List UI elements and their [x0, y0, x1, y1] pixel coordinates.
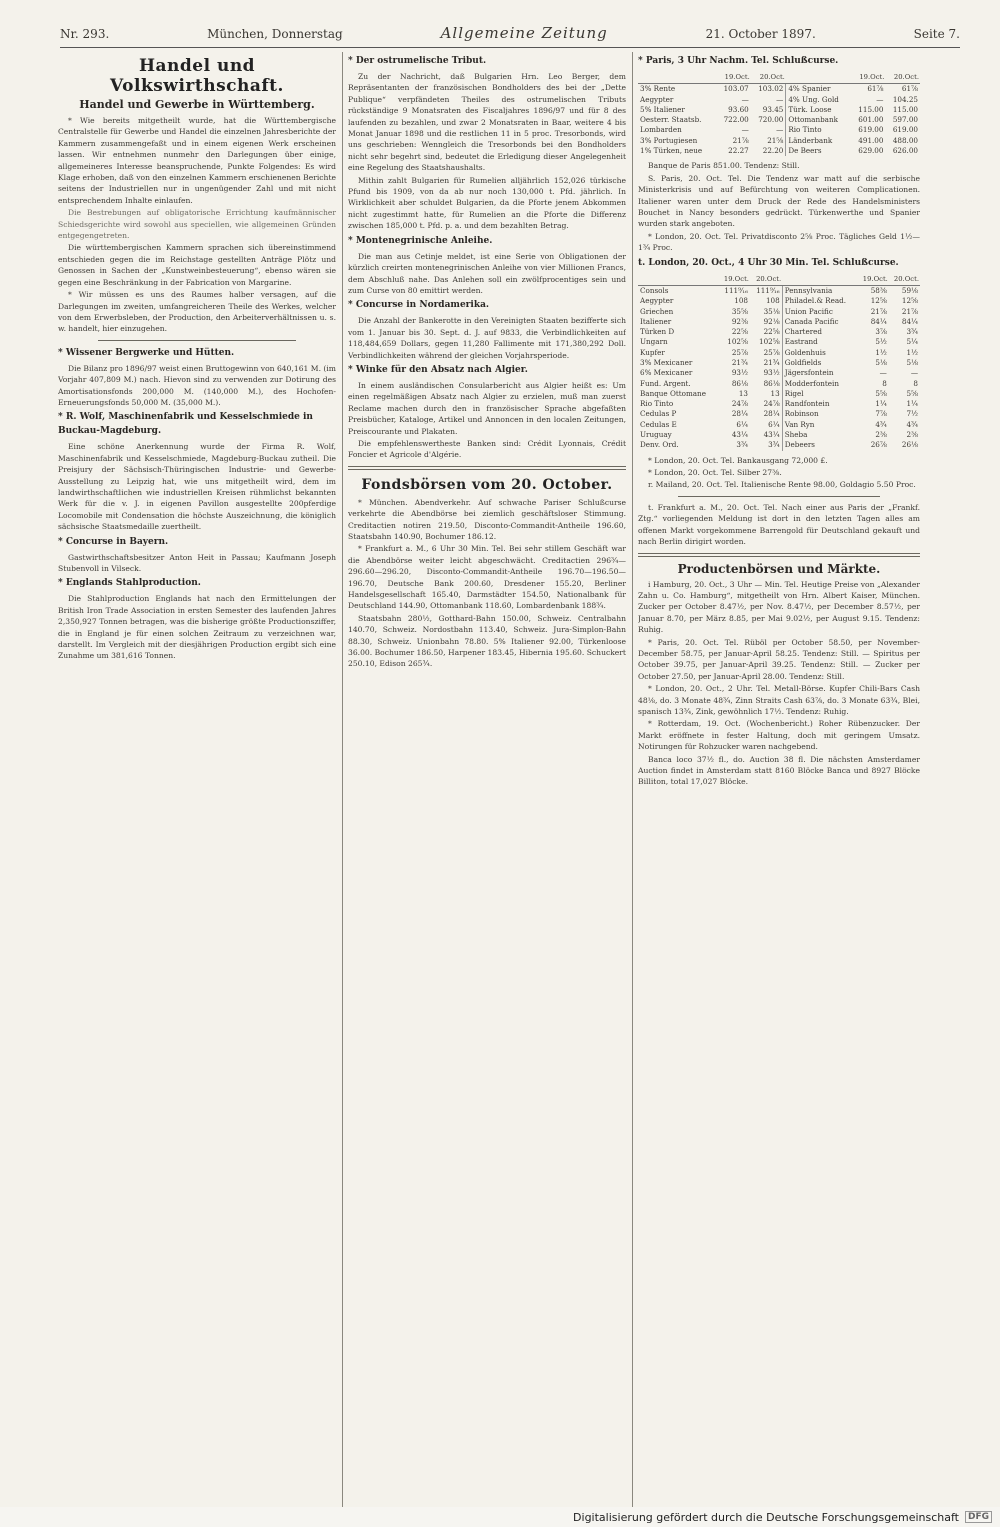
- article-paragraph: * Wie bereits mitgetheilt wurde, hat die Württembergische Centralstelle für Gewerbe und Handel die einzelnen Jahresberichte der Kammern zusammengefaßt und in einem eigenen Werk erscheinen lassen. Wir entnehmen nunmehr den Darlegungen über einige, allgemeineres Interesse beanspruchende, Punkte Folgendes: Es wird Klage erhoben, daß von den einzelnen Kammern erschienenen Berichte seitens der Industriellen nur in ungenügender Zahl und mit nicht entsprechendem Inhalte einlaufen.: [58, 116, 336, 205]
- table-cell: 3% Rente: [640, 84, 676, 94]
- article-title: * Paris, 3 Uhr Nachm. Tel. Schlußcurse.: [638, 56, 839, 66]
- section-title: Fondsbörsen vom 20. October.: [361, 476, 613, 493]
- table-cell: Cedulas P: [640, 409, 677, 419]
- article-paragraph: Zu der Nachricht, daß Bulgarien Hrn. Leo Berger, dem Repräsentanten der französischen Bondholders des bei der „Dette Publique“ verpfändeten Theiles des ostrumelischen Tributs rückständige 9 Monatsraten des Fiscaljahres 1896/97 und für 8 des laufenden zu bezahlen, und zwar 2 Monatsraten in Baar, weitere 4 bis Monat Januar 1898 und die restlichen 11 in 5 proc. Tresorbonds, wird uns geschrieben: Wenngleich die Tresorbonds bei den Bondholders nicht sehr begehrt sind, bedeutet die Erledigung dieser Angelegenheit eine Regelung des Staatshaushalts.: [348, 72, 626, 173]
- column-rule: [632, 52, 633, 1507]
- table-cell: 619.00: [858, 125, 884, 135]
- table-cell: 111⁹⁄₁₆: [750, 285, 782, 296]
- article-title: * Winke für den Absatz nach Algier.: [348, 364, 528, 375]
- table-cell: 5⅛: [906, 358, 918, 367]
- table-cell: —: [741, 125, 749, 135]
- table-row: [638, 379, 920, 389]
- place-day: München, Donnerstag: [207, 27, 343, 41]
- market-report: * München. Abendverkehr. Auf schwache Pariser Schlußcurse verkehrte die Abendbörse bei ziemlich geschäftsloser Stimmung. Creditactien notiren 219.50, Disconto-Commandit-Antheile 196.60, Staatsbahn 140.90, Bochumer 186.12.: [348, 497, 626, 541]
- table-cell: 43¼: [731, 430, 748, 440]
- table-cell: Modderfontein: [784, 378, 839, 388]
- table-cell: Italiener: [640, 316, 672, 326]
- section-divider: [348, 466, 626, 470]
- table-row: [638, 136, 920, 146]
- table-cell: Länderbank: [788, 135, 833, 145]
- table-cell: 12⅝: [901, 296, 918, 306]
- issue-date: 21. October 1897.: [705, 27, 816, 41]
- article-title: * Englands Stahlproduction.: [58, 578, 201, 589]
- table-header-row: [638, 273, 920, 286]
- table-cell: Banque Ottomane: [640, 388, 706, 398]
- table-cell: 86⅛: [731, 378, 748, 388]
- table-row: [638, 430, 920, 440]
- article-paragraph: Die Anzahl der Bankerotte in den Vereinigten Staaten bezifferte sich vom 1. Januar bis 30. Sept. d. J. auf 9833, die Verbindlichkeiten auf 118,484,659 Dollars, gegen 11,280 Fallimente mit 171,380,292 Doll. Verbindlichkeiten während der gleichen Vorjahrsperiode.: [348, 316, 626, 360]
- table-cell: 108: [750, 296, 782, 306]
- article-paragraph: Die Stahlproduction Englands hat nach den Ermittelungen der British Iron Trade Association in ersten Semester des laufenden Jahres 2,350,927 Tonnen betragen, was die bisherige größte Productionsziffer, die in England je für einen solchen Zeitraum zu verzeichnen war, darstellt. Im Vergleich mit der diesjährigen Production ergibt sich eine Zunahme um 381,616 Tonnen.: [58, 594, 336, 661]
- article-paragraph: Eine schöne Anerkennung wurde der Firma R. Wolf, Maschinenfabrik und Kesselschmiede, Magdeburg-Buckau zutheil. Die Preisjury der Sächsisch-Thüringischen Industrie- und Gewerbe-Ausstellung zu Leipzig hat, wie uns mitgetheilt wird, dem im landwirthschaftlichen wie industriellen Kreisen rühmlichst bekannten Werk für die v. J. in eigenen Pavillon ausgestellte 200pferdige Locomobile mit Condensation die höchste Auszeichnung, die königlich sächsische Staatsmedaille zuertheilt.: [58, 442, 336, 532]
- table-row: [638, 125, 920, 135]
- table-cell: 1¼: [906, 399, 918, 409]
- table-row: [638, 420, 920, 430]
- table-cell: 5⅝: [906, 388, 918, 398]
- table-row: [638, 337, 920, 347]
- column-header: 19.Oct.: [851, 71, 886, 84]
- table-cell: 4% Spanier: [788, 84, 831, 94]
- table-cell: Consols: [640, 285, 669, 295]
- table-cell: —: [876, 94, 884, 104]
- market-report: * Frankfurt a. M., 6 Uhr 30 Min. Tel. Bei sehr stillem Geschäft war die Abendbörse weiter leicht abgeschwächt. Creditactien 296¾—296.60—296.20, Disconto-Commandit-Antheile 196.70—196.50—196.70, Deutsche Bank 200.60, Dresdener 155.20, Berliner Handelsgesellschaft 165.40, Darmstädter 154.50, Nationalbank für Deutschland 144.90, Ottomanbank 118.60, Lombardenbank 188¾.: [348, 544, 626, 611]
- market-report: i Hamburg, 20. Oct., 3 Uhr — Min. Tel. Heutige Preise von „Alexander Zahn u. Co. Hamburg“, mitgetheilt von Hrn. Albert Kaiser, München. Zucker per October 8.47½, per Nov. 8.47½, per December 8.57½, per Januar 8.70, per März 8.85, per Mai 9.02½, per August 9.15. Tendenz: Ruhig.: [638, 579, 920, 635]
- table-row: [638, 389, 920, 399]
- table-cell: 102⅝: [750, 337, 782, 347]
- table-cell: 21⅝: [751, 136, 786, 146]
- market-note: * London, 20. Oct. Tel. Bankausgang 72,000 £.: [648, 455, 828, 465]
- table-cell: 103.07: [723, 84, 749, 94]
- column-header: [786, 71, 851, 84]
- table-cell: 3¾: [750, 440, 782, 450]
- table-cell: 1½: [875, 347, 887, 357]
- table-cell: 103.02: [751, 84, 786, 95]
- table-cell: 4¾: [875, 419, 887, 429]
- table-cell: 629.00: [858, 146, 884, 156]
- market-report: Banca loco 37½ fl., do. Auction 38 fl. Die nächsten Amsterdamer Auction findet in Amsterdam statt 8160 Blöcke Banca und 8927 Blöcke Billiton, total 17,027 Blöcke.: [638, 754, 920, 787]
- table-cell: Jägersfontein: [784, 368, 834, 378]
- table-cell: 597.00: [892, 115, 918, 125]
- market-report: S. Paris, 20. Oct. Tel. Die Tendenz war matt auf die serbische Ministerkrisis und auf Befürchtung von weiteren Complicationen. Italiener waren unter dem Druck der Rede des Handelsministers Bouchet in Nancy besonders gedrückt. Türkenwerthe und Spanier wurden stark angeboten.: [638, 173, 920, 229]
- article-title: * Montenegrinische Anleihe.: [348, 235, 493, 246]
- page-header: [60, 24, 960, 46]
- table-cell: 26⅞: [870, 440, 887, 450]
- table-row: [638, 348, 920, 358]
- table-cell: —: [910, 368, 918, 378]
- article-paragraph: Die Bilanz pro 1896/97 weist einen Bruttogewinn von 640,161 M. (im Vorjahr 407,809 M.) nach. Hievon sind zu verwenden zur Dotirung des Amortisationsfonds 200,000 M. (140,000 M.), des Hochofen-Erneuerungsfonds 50,000 M. (35,000 M.).: [58, 363, 336, 407]
- column-header: [782, 273, 858, 286]
- table-cell: 84¼: [870, 316, 887, 326]
- table-cell: 5% Italiener: [640, 104, 685, 114]
- table-cell: —: [751, 95, 786, 105]
- issue-number: Nr. 293.: [60, 27, 110, 41]
- table-cell: Ungarn: [640, 337, 668, 347]
- article-paragraph: In einem ausländischen Consularbericht aus Algier heißt es: Um einen regelmäßigen Absatz nach Algier zu erzielen, muß man zuerst Reclame machen durch den in französischer Sprache abgefaßten Preisbücher, Kataloge, Artikel und Annoncen in den localen Zeitungen, Preiscourante und Plakaten.: [348, 380, 626, 436]
- table-cell: 5⅝: [875, 388, 887, 398]
- dfg-logo: DFG: [965, 1511, 992, 1523]
- table-cell: 58⅜: [870, 285, 887, 295]
- table-cell: 488.00: [892, 135, 918, 145]
- table-cell: 5⅛: [875, 358, 887, 367]
- table-cell: Türken D: [640, 327, 675, 337]
- market-report: t. Frankfurt a. M., 20. Oct. Tel. Nach einer aus Paris der „Frankf. Ztg.“ vorliegenden Meldung ist dort in den letzten Tagen alles am offenen Markt vorgekommene Barrengold für Deutschland gekauft und nach Berlin dirigirt worden.: [638, 502, 920, 547]
- table-row: [638, 327, 920, 337]
- table-row: [638, 146, 920, 156]
- market-report: * London, 20. Oct. Tel. Privatdisconto 2⅝ Proc. Tägliches Geld 1½—1¾ Proc.: [638, 231, 920, 253]
- table-row: [638, 115, 920, 125]
- table-cell: 28¼: [750, 409, 782, 419]
- table-cell: 108: [734, 296, 748, 306]
- table-cell: Rigel: [784, 388, 804, 398]
- table-cell: 84¼: [901, 316, 918, 326]
- table-row: [638, 399, 920, 409]
- london-quotes-table: [638, 273, 920, 451]
- table-cell: Aegypter: [640, 94, 674, 104]
- table-row: [638, 285, 920, 296]
- market-note: * London, 20. Oct. Tel. Silber 27⅜.: [648, 468, 782, 478]
- table-cell: 115.00: [892, 104, 918, 114]
- footer-text: Digitalisierung gefördert durch die Deutsche Forschungsgemeinschaft: [573, 1510, 959, 1524]
- article-title: * Der ostrumelische Tribut.: [348, 56, 487, 66]
- table-cell: 8: [882, 378, 887, 388]
- column-header: [638, 273, 718, 286]
- article-title: * Concurse in Nordamerika.: [348, 300, 490, 311]
- table-cell: 104.25: [892, 94, 918, 104]
- table-cell: 35⅛: [750, 307, 782, 317]
- table-cell: Goldenhuis: [784, 347, 826, 357]
- column-header: 19.Oct.: [858, 273, 889, 286]
- table-cell: —: [751, 125, 786, 135]
- table-cell: 102⅝: [727, 337, 748, 347]
- article-title: * R. Wolf, Maschinenfabrik und Kesselschmiede in Buckau-Magdeburg.: [58, 412, 313, 437]
- market-note: r. Mailand, 20. Oct. Tel. Italienische Rente 98.00, Goldagio 5.50 Proc.: [648, 480, 916, 490]
- table-cell: Union Pacific: [784, 306, 833, 316]
- table-cell: 24⅞: [750, 399, 782, 409]
- table-cell: 13: [750, 389, 782, 399]
- table-cell: 5½: [875, 337, 887, 347]
- table-cell: 491.00: [858, 135, 884, 145]
- table-cell: 6¼: [736, 419, 748, 429]
- table-cell: 1% Türken, neue: [640, 146, 703, 156]
- article-paragraph: Mithin zahlt Bulgarien für Rumelien alljährlich 152,026 türkische Pfund bis 1909, von da ab nur noch 130,000 t. Pfd. jährlich. In Wirklichkeit aber schuldet Bulgarien, da die Pforte jenem Abkommen nicht zugestimmt hatte, für Rumelien an die Pforte die Differenz zwischen 185,000 t. Pfd. p. a. und dem bezahlten Betrag.: [348, 175, 626, 231]
- table-cell: Aegypter: [640, 296, 674, 306]
- table-cell: 21⅞: [732, 135, 749, 145]
- article-paragraph: Die Bestrebungen auf obligatorische Errichtung kaufmännischer Schiedsgerichte wird sowohl aus speciellen, wie allgemeinen Gründen entgegengetreten.: [58, 208, 336, 241]
- table-cell: 619.00: [892, 125, 918, 135]
- table-row: [638, 296, 920, 306]
- table-cell: 61⅞: [867, 84, 884, 94]
- table-cell: Griechen: [640, 306, 674, 316]
- table-cell: Robinson: [784, 409, 819, 419]
- column-header: 19.Oct.: [718, 273, 750, 286]
- column-rule: [342, 52, 343, 1507]
- table-row: [638, 317, 920, 327]
- table-cell: 93.45: [751, 105, 786, 115]
- table-cell: 93.60: [728, 104, 749, 114]
- market-report: * Paris, 20. Oct. Tel. Rüböl per October 58.50, per November-December 58.75, per Januar-April 58.25. Tendenz: Still. — Spiritus per October 39.75, per Januar-April 39.25. Tendenz: Still. — Zucker per October 27.50, per Januar-April 28.00. Tendenz: Still.: [638, 637, 920, 681]
- section-title: Productenbörsen und Märkte.: [677, 561, 881, 576]
- table-row: [638, 358, 920, 368]
- table-cell: 25⅞: [731, 347, 748, 357]
- column-1: [58, 52, 336, 1507]
- column-header: 20.Oct.: [751, 71, 786, 84]
- column-header: 20.Oct.: [889, 273, 920, 286]
- table-cell: 720.00: [751, 115, 786, 125]
- article-paragraph: Gastwirthschaftsbesitzer Anton Heit in Passau; Kaufmann Joseph Stubenvoll in Vilseck.: [58, 552, 336, 573]
- table-cell: 26⅛: [901, 440, 918, 450]
- page-number: Seite 7.: [913, 27, 960, 41]
- table-row: [638, 440, 920, 450]
- table-cell: 3⅞: [875, 327, 887, 337]
- table-cell: 93½: [750, 368, 782, 378]
- article-paragraph: * Wir müssen es uns des Raumes halber versagen, auf die Darlegungen im zweiten, umfangreicheren Theile des Werkes, welcher von dem Erwerbsleben, der Production, den Arbeiterverhältnissen u. s. w. handelt, hier einzugehen.: [58, 290, 336, 334]
- article-title: t. London, 20. Oct., 4 Uhr 30 Min. Tel. Schlußcurse.: [638, 257, 899, 268]
- table-cell: Kupfer: [640, 347, 665, 357]
- table-cell: Lombarden: [640, 125, 682, 135]
- section-divider: [638, 553, 920, 557]
- article-title: * Wissener Bergwerke und Hütten.: [58, 347, 235, 358]
- table-cell: 59⅛: [901, 285, 918, 295]
- table-cell: 4¾: [906, 419, 918, 429]
- divider: [678, 496, 880, 497]
- table-cell: 7⅞: [875, 409, 887, 419]
- table-cell: Philadel.& Read.: [784, 296, 847, 306]
- table-cell: Ottomanbank: [788, 115, 838, 125]
- table-cell: 722.00: [723, 115, 749, 125]
- digitization-footer: [0, 1507, 1000, 1527]
- divider: [98, 340, 296, 341]
- column-2: [348, 52, 626, 1507]
- table-cell: 93½: [731, 368, 748, 378]
- table-cell: 92⅛: [750, 317, 782, 327]
- table-cell: Van Ryn: [784, 419, 815, 429]
- table-cell: 2⅜: [906, 430, 918, 440]
- market-note: Banque de Paris 851.00. Tendenz: Still.: [648, 161, 800, 171]
- table-cell: 2⅜: [875, 430, 887, 440]
- table-header-row: [638, 71, 920, 84]
- table-cell: Pennsylvania: [784, 285, 833, 295]
- article-paragraph: Die man aus Cetinje meldet, ist eine Serie von Obligationen der kürzlich creirten montenegrinischen Anleihe von vier Millionen Francs, dem Abschluß nahe. Das Anlehen soll ein zwölfprocentiges sein und zum Curse von 80 emittirt werden.: [348, 251, 626, 295]
- table-cell: 4% Ung. Gold: [788, 94, 839, 104]
- table-cell: Debeers: [784, 440, 815, 450]
- table-cell: Türk. Loose: [788, 104, 832, 114]
- table-cell: 24⅞: [731, 399, 748, 409]
- header-rule: [60, 47, 960, 48]
- table-cell: 92⅜: [731, 316, 748, 326]
- table-cell: 22⅝: [750, 327, 782, 337]
- table-cell: De Beers: [788, 146, 822, 156]
- table-cell: 115.00: [858, 104, 884, 114]
- article-title: Handel und Gewerbe in Württemberg.: [79, 98, 315, 111]
- table-cell: 21⅞: [901, 306, 918, 316]
- table-cell: 21¾: [731, 358, 748, 367]
- table-cell: 6¼: [750, 420, 782, 430]
- market-report: * London, 20. Oct., 2 Uhr. Tel. Metall-Börse. Kupfer Chili-Bars Cash 48⅛, do. 3 Monate 48¾, Zinn Straits Cash 63⅞, do. 3 Monate 63¾, Blei, spanisch 13¾, Zink, gewöhnlich 17½. Tendenz: Ruhig.: [638, 684, 920, 716]
- table-row: [638, 95, 920, 105]
- column-header: 20.Oct.: [750, 273, 782, 286]
- table-row: [638, 307, 920, 317]
- table-cell: 5¼: [906, 337, 918, 347]
- table-cell: 1½: [906, 347, 918, 357]
- table-cell: 3% Mexicaner: [640, 358, 693, 367]
- table-cell: Uruguay: [640, 430, 672, 440]
- column-header: 19.Oct.: [716, 71, 751, 84]
- table-row: [638, 409, 920, 419]
- table-cell: —: [741, 94, 749, 104]
- table-row: [638, 105, 920, 115]
- article-paragraph: Die württembergischen Kammern sprachen sich übereinstimmend entschieden gegen die im Reichstage gestellten Anträge Plötz und Genossen in Sachen der „Kunstweinbesteuerung“, ebenso wären sie gegen eine Beschränkung in der Fabrication von Margarine.: [58, 243, 336, 287]
- column-3: [638, 52, 920, 1507]
- table-cell: 22.20: [751, 146, 786, 156]
- table-cell: 601.00: [858, 115, 884, 125]
- table-cell: 25⅞: [750, 348, 782, 358]
- table-cell: 61⅞: [901, 84, 918, 94]
- table-cell: Eastrand: [784, 337, 818, 347]
- table-cell: Cedulas E: [640, 419, 677, 429]
- table-cell: 22.27: [728, 146, 749, 156]
- table-cell: 7½: [906, 409, 918, 419]
- table-cell: Fund. Argent.: [640, 378, 691, 388]
- table-cell: Oesterr. Staatsb.: [640, 115, 702, 125]
- market-report: * Rotterdam, 19. Oct. (Wochenbericht.) Roher Rübenzucker. Der Markt eröffnete in fester Haltung, doch mit geringem Umsatz. Notirungen für Rohzucker waren nachgebend.: [638, 719, 920, 752]
- table-cell: 13: [738, 388, 748, 398]
- table-cell: 626.00: [892, 146, 918, 156]
- table-cell: 3% Portugiesen: [640, 135, 698, 145]
- table-cell: 86⅛: [750, 379, 782, 389]
- article-title: * Concurse in Bayern.: [58, 536, 169, 547]
- market-report: Staatsbahn 280½, Gotthard-Bahn 150.00, Schweiz. Centralbahn 140.70, Schweiz. Nordostbahn 113.40, Schweiz. Jura-Simplon-Bahn 88.30, Schweiz. Unionbahn 78.80. 5% Italiener 92.00, Türkenloose 36.00. Bochumer 186.50, Harpener 183.45, Hibernia 195.60. Schuckert 250.10, Edison 265¾.: [348, 613, 626, 669]
- table-cell: 111⁹⁄₁₆: [724, 285, 748, 295]
- table-cell: 6% Mexicaner: [640, 368, 693, 378]
- table-cell: 43¼: [750, 430, 782, 440]
- table-cell: 21¾: [750, 358, 782, 368]
- masthead: Allgemeine Zeitung: [440, 24, 608, 42]
- article-paragraph: Die empfehlenswertheste Banken sind: Crédit Lyonnais, Crédit Foncier et Agricole d'Algérie.: [348, 438, 626, 460]
- table-cell: 21⅞: [870, 306, 887, 316]
- table-cell: 35⅝: [731, 306, 748, 316]
- table-cell: 3¾: [906, 327, 918, 337]
- table-cell: Rio Tinto: [788, 125, 822, 135]
- table-cell: Denv. Ord.: [640, 440, 679, 450]
- table-cell: 3¾: [736, 440, 748, 450]
- column-header: 20.Oct.: [885, 71, 920, 84]
- paris-quotes-table: [638, 71, 920, 156]
- table-cell: —: [879, 368, 887, 378]
- table-cell: Sheba: [784, 430, 808, 440]
- table-cell: Rio Tinto: [640, 399, 674, 409]
- table-cell: Chartered: [784, 327, 822, 337]
- column-header: [638, 71, 716, 84]
- table-cell: Goldfields: [784, 358, 822, 367]
- table-cell: 22⅝: [731, 327, 748, 337]
- table-cell: 28¼: [731, 409, 748, 419]
- table-cell: 8: [913, 378, 918, 388]
- table-row: [638, 368, 920, 378]
- table-row: [638, 84, 920, 95]
- table-cell: Randfontein: [784, 399, 830, 409]
- table-cell: 1¼: [875, 399, 887, 409]
- table-cell: 12⅝: [870, 296, 887, 306]
- table-cell: Canada Pacific: [784, 316, 839, 326]
- section-title: Handel und Volkswirthschaft.: [110, 56, 284, 96]
